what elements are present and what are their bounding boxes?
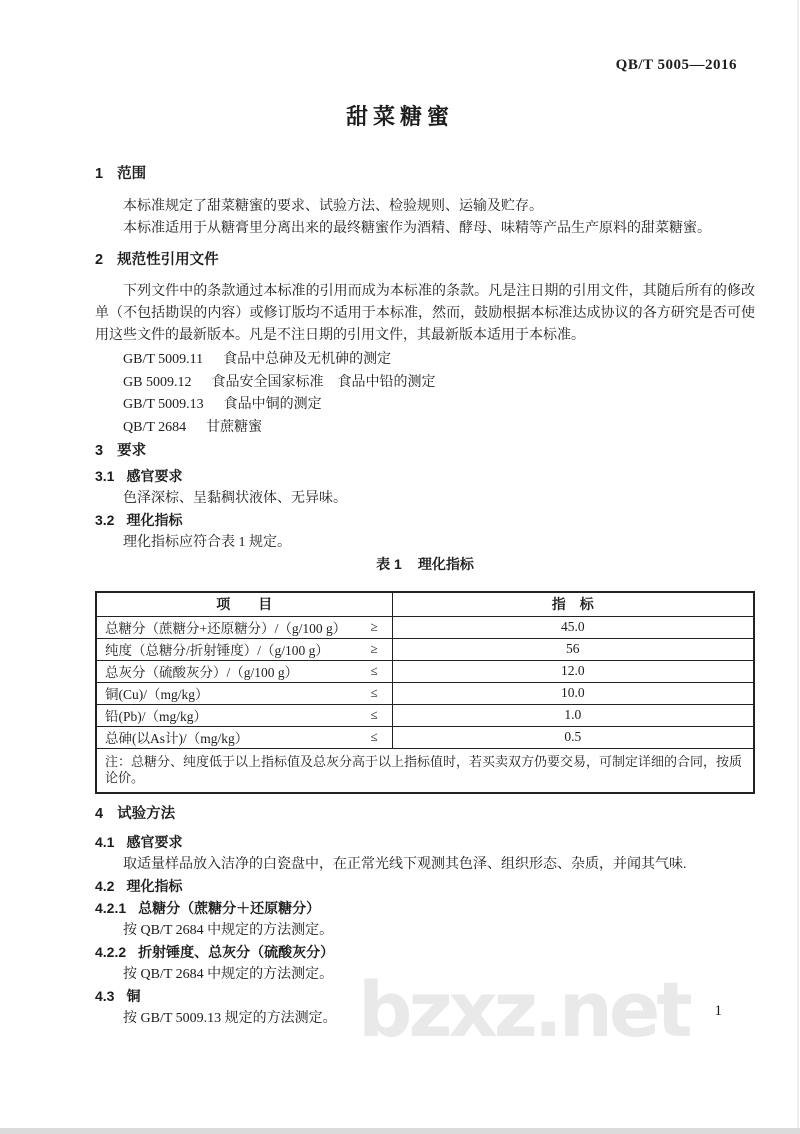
section-2-heading [95,253,755,268]
table-note: 注：总糖分、纯度低于以上指标值及总灰分高于以上指标值时，若买卖双方仍要交易，可制定详细的合同，按质论价。 [96,748,754,793]
section-3-heading [95,444,755,459]
table-note-row [96,748,754,793]
reference-item [123,372,755,395]
table-row-arsenic [96,726,754,748]
physicochemical-requirement-text: 理化指标应符合表 1 规定。 [123,535,291,550]
item-name: 总砷(以As计)/（mg/kg） [105,731,249,746]
normative-references-paragraph: 下列文件中的条款通过本标准的引用而成为本标准的条款。凡是注日期的引用文件，其随后所有的修改单（不包括勘误的内容）或修订版均不适用于本标准，然而，鼓励根据本标准达成协议的各方研究是否可使用这些文件的最新版本。凡是不注日期的引用文件，其最新版本适用于本标准。 [95,284,755,343]
clause-label: 试验方法 [117,805,176,822]
clause-label: 规范性引用文件 [117,252,219,268]
table-caption-label: 表 1 [376,556,402,572]
scope-paragraph-2: 本标准适用于从糖膏里分离出来的最终糖蜜作为酒精、酵母、味精等产品生产原料的甜菜糖蜜。 [123,221,711,236]
section-3-2-heading [95,513,755,528]
clause-number: 1 [95,166,104,182]
clause-label: 总糖分（蔗糖分＋还原糖分） [138,899,321,916]
clause-number: 4.2.2 [95,943,127,960]
clause-label: 感官要求 [126,468,183,484]
clause-label: 理化指标 [126,512,183,528]
table-row-copper [96,682,754,704]
clause-number: 4.2 [95,877,115,894]
reference-item [123,394,755,417]
scope-paragraph-1: 本标准规定了甜菜糖蜜的要求、试验方法、检验规则、运输及贮存。 [123,199,543,214]
clause-number: 3.1 [95,468,115,484]
item-value: 10.0 [392,682,754,704]
clause-number: 4 [95,805,104,822]
section-4-2-2-heading [95,945,755,960]
section-1-heading [95,167,755,182]
clause-number: 2 [95,252,104,268]
clause-number: 4.3 [95,987,115,1004]
page-number: 1 [714,1003,722,1019]
item-name: 总灰分（硫酸灰分）/（g/100 g） [105,665,299,680]
comparison-operator: ≤ [370,707,378,722]
table-row-purity [96,638,754,660]
comparison-operator: ≥ [370,641,378,656]
item-value: 45.0 [392,616,754,638]
brix-ash-method-text: 按 QB/T 2684 中规定的方法测定。 [123,966,334,982]
section-4-heading [95,807,755,822]
clause-number: 3.2 [95,512,115,528]
column-header-item: 项 目 [96,592,392,616]
clause-number: 4.2.1 [95,899,127,916]
sensory-test-method-text: 取适量样品放入洁净的白瓷盘中，在正常光线下观测其色泽、组织形态、杂质，并闻其气味. [123,856,687,872]
clause-label: 要求 [117,443,147,459]
item-name: 铜(Cu)/（mg/kg） [105,687,209,702]
section-4-1-heading [95,835,755,850]
reference-code: QB/T 2684 [123,419,187,435]
table-row-lead [96,704,754,726]
clause-number: 3 [95,443,104,459]
section-3-1-heading [95,469,755,484]
reference-title: 食品安全国家标准 食品中铅的测定 [211,374,436,390]
reference-title: 食品中总砷及无机砷的测定 [223,352,392,367]
reference-item [123,349,755,372]
sensory-requirement-text: 色泽深棕、呈黏稠状液体、无异味。 [123,491,347,506]
watermark: bzxz.net [358,965,689,1054]
item-value: 0.5 [392,726,754,748]
scan-edge-bottom [0,1128,800,1134]
clause-label: 范围 [117,166,147,182]
table-1-caption [95,557,755,572]
comparison-operator: ≤ [370,663,378,678]
item-name: 铅(Pb)/（mg/kg） [105,709,208,724]
comparison-operator: ≥ [370,619,378,634]
item-name: 总糖分（蔗糖分+还原糖分）/（g/100 g） [105,621,347,636]
standard-number: QB/T 5005—2016 [615,57,737,73]
scan-edge-right [797,0,799,1134]
table-row-total-ash [96,660,754,682]
comparison-operator: ≤ [370,729,378,744]
clause-label: 理化指标 [126,877,183,894]
table-row-total-sugar [96,616,754,638]
table-header-row [96,592,754,616]
section-4-2-1-heading [95,901,755,916]
clause-number: 4.1 [95,833,115,850]
clause-label: 感官要求 [126,833,183,850]
reference-list [123,349,755,439]
reference-title: 食品中铜的测定 [223,397,322,412]
clause-label: 铜 [126,987,141,1004]
clause-label: 折射锤度、总灰分（硫酸灰分） [138,943,335,960]
column-header-indicator: 指 标 [392,592,754,616]
document-body [95,167,755,1033]
table-caption-title: 理化指标 [417,556,474,572]
section-4-3-heading [95,989,755,1004]
item-name: 纯度（总糖分/折射锤度）/（g/100 g） [105,643,329,658]
item-value: 12.0 [392,660,754,682]
reference-code: GB/T 5009.11 [123,352,204,367]
table-1-physicochemical-indicators [95,591,755,794]
reference-item [123,417,755,440]
comparison-operator: ≤ [370,685,378,700]
document-title: 甜菜糖蜜 [345,104,454,129]
reference-title: 甘蔗糖蜜 [206,419,263,435]
item-value: 56 [392,638,754,660]
copper-method-text: 按 GB/T 5009.13 规定的方法测定。 [123,1010,337,1026]
reference-code: GB 5009.12 [123,374,192,390]
item-value: 1.0 [392,704,754,726]
total-sugar-method-text: 按 QB/T 2684 中规定的方法测定。 [123,922,334,938]
section-4-2-heading [95,879,755,894]
reference-code: GB/T 5009.13 [123,397,204,412]
